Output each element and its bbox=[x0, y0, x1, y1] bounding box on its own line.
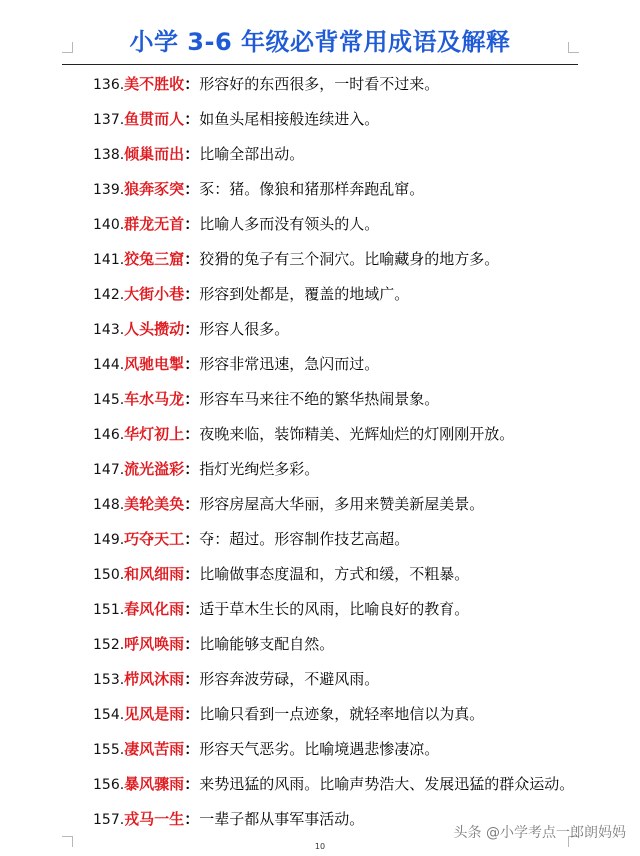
idiom-definition: 形容房屋高大华丽，多用来赞美新屋美景。 bbox=[199, 495, 485, 513]
entry-number: 156. bbox=[93, 777, 125, 793]
idiom-definition: 适于草木生长的风雨，比喻良好的教育。 bbox=[199, 600, 470, 618]
entry-number: 143. bbox=[93, 322, 125, 338]
idiom-definition: 比喻全部出动。 bbox=[199, 145, 305, 163]
entry-number: 155. bbox=[93, 742, 125, 758]
idiom-entry bbox=[93, 737, 593, 772]
entry-colon: ： bbox=[184, 285, 200, 303]
entry-colon: ： bbox=[184, 775, 200, 793]
entry-colon: ： bbox=[184, 670, 200, 688]
entry-colon: ： bbox=[184, 565, 200, 583]
idiom-definition: 比喻人多而没有领头的人。 bbox=[199, 215, 380, 233]
idiom-term: 暴风骤雨 bbox=[124, 775, 185, 793]
entry-colon: ： bbox=[184, 215, 200, 233]
idiom-entry bbox=[93, 667, 593, 702]
idiom-entry bbox=[93, 212, 593, 247]
idiom-definition: 形容人很多。 bbox=[199, 320, 290, 338]
idiom-entry bbox=[93, 107, 593, 142]
idiom-definition: 形容天气恶劣。比喻境遇悲惨凄凉。 bbox=[199, 740, 440, 758]
idiom-entry bbox=[93, 492, 593, 527]
entry-number: 149. bbox=[93, 532, 125, 548]
idiom-entry bbox=[93, 562, 593, 597]
entry-number: 138. bbox=[93, 147, 125, 163]
entry-number: 137. bbox=[93, 112, 125, 128]
idiom-term: 狼奔豕突 bbox=[124, 180, 185, 198]
idiom-list bbox=[93, 72, 593, 842]
entry-colon: ： bbox=[184, 250, 200, 268]
idiom-entry bbox=[93, 422, 593, 457]
idiom-entry bbox=[93, 72, 593, 107]
idiom-definition: 豕：猪。像狼和猪那样奔跑乱窜。 bbox=[199, 180, 425, 198]
entry-number: 150. bbox=[93, 567, 125, 583]
idiom-entry bbox=[93, 597, 593, 632]
idiom-definition: 形容到处都是，覆盖的地域广。 bbox=[199, 285, 410, 303]
entry-colon: ： bbox=[184, 740, 200, 758]
idiom-entry bbox=[93, 772, 593, 807]
entry-colon: ： bbox=[184, 530, 200, 548]
idiom-term: 风驰电掣 bbox=[124, 355, 185, 373]
entry-colon: ： bbox=[184, 390, 200, 408]
entry-number: 144. bbox=[93, 357, 125, 373]
idiom-definition: 形容奔波劳碌，不避风雨。 bbox=[199, 670, 380, 688]
idiom-term: 美轮美奂 bbox=[124, 495, 185, 513]
idiom-definition: 比喻做事态度温和，方式和缓，不粗暴。 bbox=[199, 565, 470, 583]
entry-colon: ： bbox=[184, 355, 200, 373]
entry-number: 157. bbox=[93, 812, 125, 828]
idiom-definition: 夜晚来临，装饰精美、光辉灿烂的灯刚刚开放。 bbox=[199, 425, 515, 443]
idiom-term: 美不胜收 bbox=[124, 75, 185, 93]
idiom-definition: 形容好的东西很多，一时看不过来。 bbox=[199, 75, 440, 93]
idiom-term: 栉风沐雨 bbox=[124, 670, 185, 688]
idiom-entry bbox=[93, 142, 593, 177]
idiom-entry bbox=[93, 457, 593, 492]
idiom-definition: 比喻能够支配自然。 bbox=[199, 635, 335, 653]
page-title: 小学 3-6 年级必背常用成语及解释 bbox=[129, 28, 511, 56]
idiom-definition: 一辈子都从事军事活动。 bbox=[199, 810, 365, 828]
idiom-definition: 来势迅猛的风雨。比喻声势浩大、发展迅猛的群众运动。 bbox=[199, 775, 575, 793]
entry-colon: ： bbox=[184, 705, 200, 723]
entry-colon: ： bbox=[184, 110, 200, 128]
entry-number: 152. bbox=[93, 637, 125, 653]
idiom-definition: 如鱼头尾相接般连续进入。 bbox=[199, 110, 380, 128]
idiom-term: 倾巢而出 bbox=[124, 145, 185, 163]
idiom-term: 人头攒动 bbox=[124, 320, 185, 338]
idiom-term: 鱼贯而人 bbox=[124, 110, 185, 128]
entry-colon: ： bbox=[184, 600, 200, 618]
entry-colon: ： bbox=[184, 180, 200, 198]
idiom-term: 狡兔三窟 bbox=[124, 250, 185, 268]
entry-number: 139. bbox=[93, 182, 125, 198]
entry-number: 142. bbox=[93, 287, 125, 303]
idiom-entry bbox=[93, 527, 593, 562]
idiom-definition: 狡猾的兔子有三个洞穴。比喻藏身的地方多。 bbox=[199, 250, 500, 268]
entry-number: 148. bbox=[93, 497, 125, 513]
entry-colon: ： bbox=[184, 495, 200, 513]
entry-colon: ： bbox=[184, 75, 200, 93]
idiom-term: 呼风唤雨 bbox=[124, 635, 185, 653]
idiom-term: 戎马一生 bbox=[124, 810, 185, 828]
entry-number: 151. bbox=[93, 602, 125, 618]
idiom-term: 见风是雨 bbox=[124, 705, 185, 723]
idiom-entry bbox=[93, 702, 593, 737]
entry-number: 154. bbox=[93, 707, 125, 723]
entry-number: 147. bbox=[93, 462, 125, 478]
idiom-term: 凄风苦雨 bbox=[124, 740, 185, 758]
idiom-entry bbox=[93, 282, 593, 317]
idiom-term: 车水马龙 bbox=[124, 390, 185, 408]
idiom-definition: 夺：超过。形容制作技艺高超。 bbox=[199, 530, 410, 548]
idiom-term: 流光溢彩 bbox=[124, 460, 185, 478]
entry-colon: ： bbox=[184, 810, 200, 828]
idiom-entry bbox=[93, 387, 593, 422]
entry-colon: ： bbox=[184, 425, 200, 443]
entry-colon: ： bbox=[184, 460, 200, 478]
page-number: 10 bbox=[314, 842, 326, 851]
entry-number: 136. bbox=[93, 77, 125, 93]
watermark: 头条 @小学考点一郎朗妈妈 bbox=[453, 825, 626, 841]
entry-number: 153. bbox=[93, 672, 125, 688]
idiom-entry bbox=[93, 632, 593, 667]
idiom-definition: 形容车马来往不绝的繁华热闹景象。 bbox=[199, 390, 440, 408]
entry-colon: ： bbox=[184, 320, 200, 338]
entry-number: 146. bbox=[93, 427, 125, 443]
entry-number: 141. bbox=[93, 252, 125, 268]
idiom-definition: 形容非常迅速，急闪而过。 bbox=[199, 355, 380, 373]
idiom-term: 华灯初上 bbox=[124, 425, 185, 443]
idiom-definition: 比喻只看到一点迹象，就轻率地信以为真。 bbox=[199, 705, 485, 723]
idiom-term: 巧夺天工 bbox=[124, 530, 185, 548]
idiom-term: 群龙无首 bbox=[124, 215, 185, 233]
idiom-term: 春风化雨 bbox=[124, 600, 185, 618]
idiom-term: 和风细雨 bbox=[124, 565, 185, 583]
title-divider bbox=[62, 64, 578, 65]
idiom-term: 大街小巷 bbox=[124, 285, 185, 303]
idiom-entry bbox=[93, 317, 593, 352]
entry-number: 140. bbox=[93, 217, 125, 233]
entry-colon: ： bbox=[184, 145, 200, 163]
idiom-entry bbox=[93, 247, 593, 282]
entry-colon: ： bbox=[184, 635, 200, 653]
idiom-entry bbox=[93, 177, 593, 212]
idiom-definition: 指灯光绚烂多彩。 bbox=[199, 460, 320, 478]
idiom-entry bbox=[93, 352, 593, 387]
entry-number: 145. bbox=[93, 392, 125, 408]
